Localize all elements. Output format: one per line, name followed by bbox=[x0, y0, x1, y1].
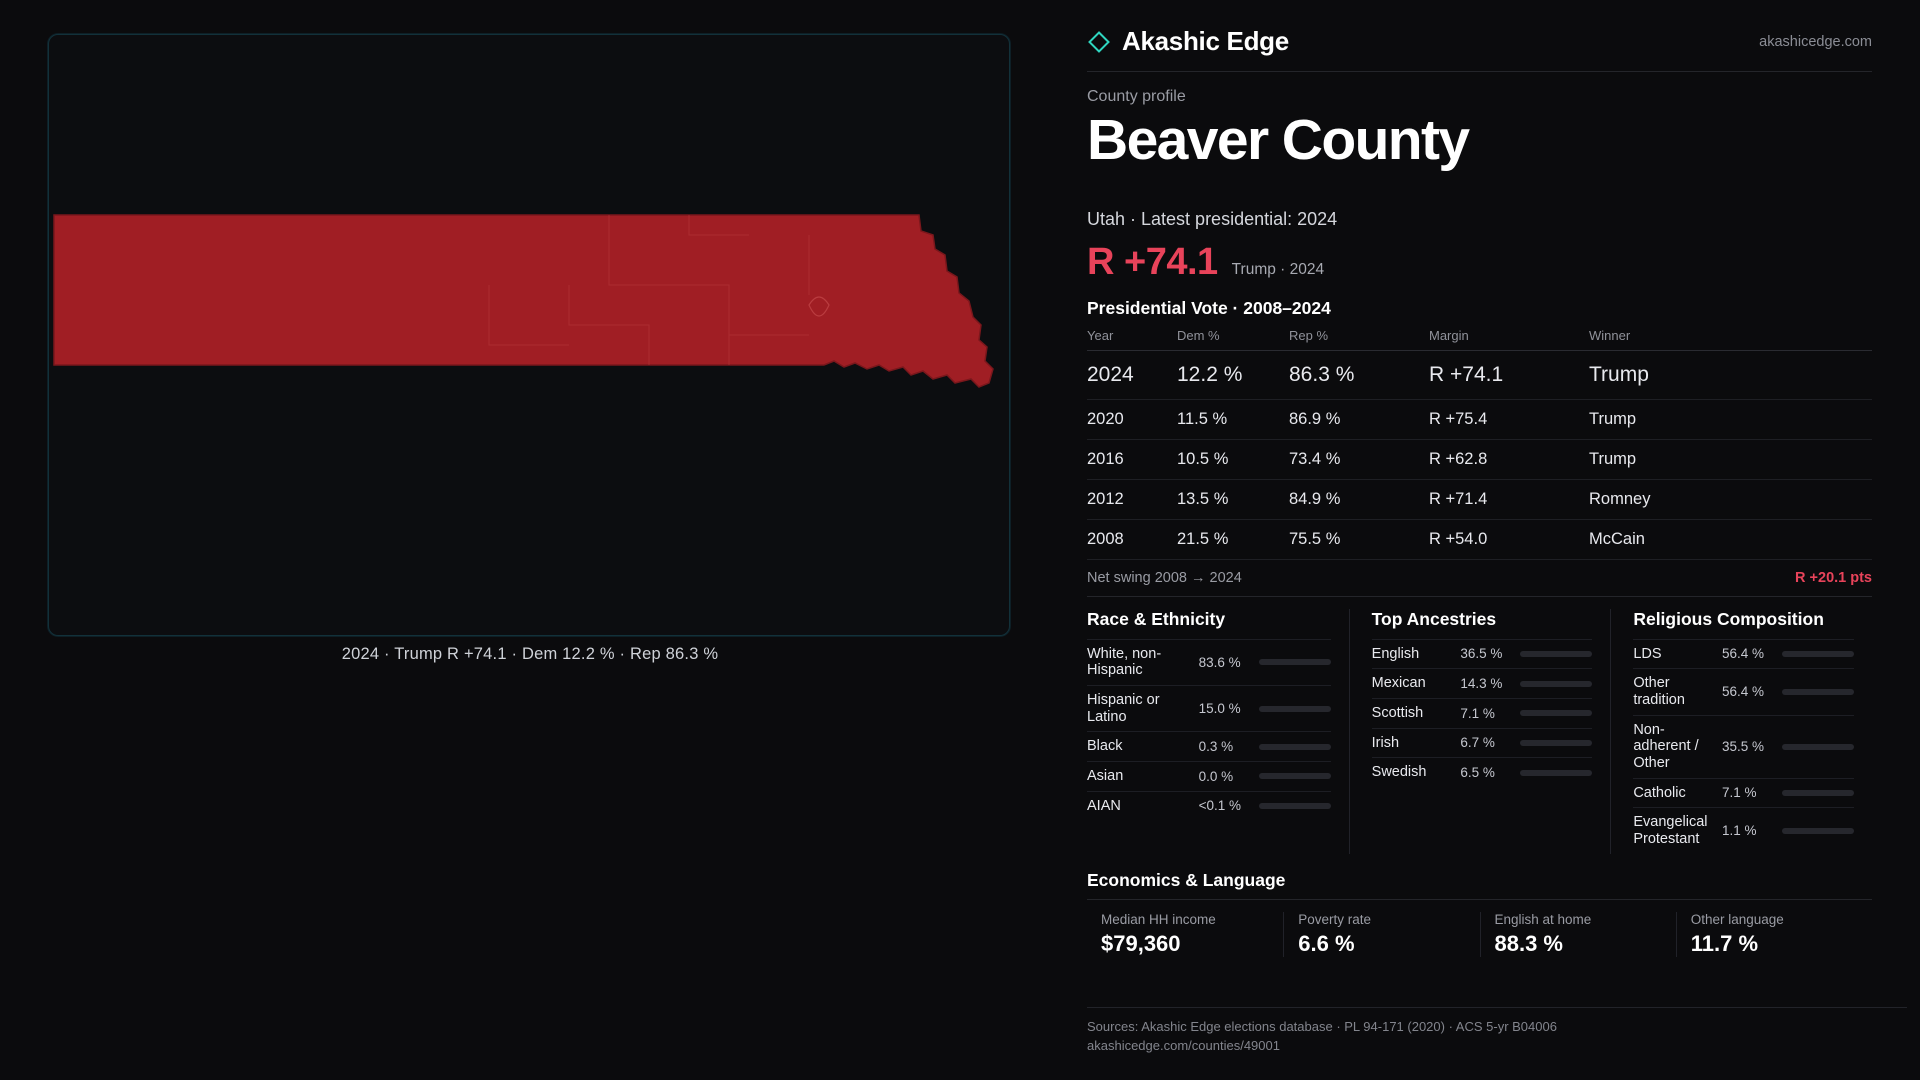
religion-value: 56.4 % bbox=[1721, 646, 1765, 662]
ancestry-bar bbox=[1520, 651, 1592, 657]
list-item bbox=[1087, 639, 1331, 685]
cell-dem: 13.5 % bbox=[1177, 479, 1289, 519]
religion-value: 1.1 % bbox=[1721, 823, 1757, 839]
page-subtitle: Utah · Latest presidential: 2024 bbox=[1087, 208, 1338, 229]
county-shape bbox=[54, 215, 993, 387]
list-item bbox=[1087, 685, 1331, 731]
race-bar bbox=[1259, 773, 1331, 779]
stat-label: Poverty rate bbox=[1298, 911, 1372, 927]
stat-label: Median HH income bbox=[1101, 911, 1216, 927]
cell-winner: Trump bbox=[1589, 350, 1872, 399]
stat-value: 11.7 % bbox=[1690, 930, 1759, 956]
vote-section-title: Presidential Vote · 2008–2024 bbox=[1087, 297, 1331, 318]
cell-rep: 75.5 % bbox=[1289, 519, 1429, 559]
brand-left bbox=[1087, 26, 1289, 57]
cell-rep: 86.3 % bbox=[1289, 350, 1429, 399]
info-panel bbox=[1043, 0, 1920, 1080]
religion-value: 35.5 % bbox=[1721, 739, 1765, 755]
ancestry-label: Scottish bbox=[1371, 704, 1424, 721]
stat-card bbox=[1087, 912, 1283, 957]
religion-value: 7.1 % bbox=[1721, 785, 1757, 801]
county-map-frame[interactable] bbox=[48, 34, 1010, 636]
list-item bbox=[1633, 807, 1854, 853]
list-item bbox=[1633, 668, 1854, 714]
cell-dem: 11.5 % bbox=[1177, 399, 1289, 439]
cell-year: 2008 bbox=[1087, 519, 1177, 559]
ancestry-bar bbox=[1520, 681, 1592, 687]
ancestry-value: 36.5 % bbox=[1460, 646, 1503, 662]
race-label: Black bbox=[1087, 738, 1123, 755]
stat-card bbox=[1283, 912, 1479, 957]
cell-winner: Trump bbox=[1589, 439, 1872, 479]
cell-winner: Trump bbox=[1589, 399, 1872, 439]
margin-value: R +74.1 bbox=[1087, 240, 1218, 283]
cell-winner: Romney bbox=[1589, 479, 1872, 519]
stat-label: Other language bbox=[1690, 911, 1784, 927]
cell-year: 2024 bbox=[1087, 350, 1177, 399]
cell-year: 2012 bbox=[1087, 479, 1177, 519]
economics-title: Economics & Language bbox=[1087, 869, 1286, 890]
religion-title: Religious Composition bbox=[1633, 608, 1824, 629]
county-map-svg[interactable] bbox=[49, 35, 1009, 635]
religion-label: Other tradition bbox=[1633, 675, 1685, 708]
race-label: White, non-Hispanic bbox=[1087, 645, 1162, 679]
cell-margin: R +75.4 bbox=[1429, 399, 1589, 439]
cell-year: 2016 bbox=[1087, 439, 1177, 479]
net-swing-row bbox=[1087, 570, 1872, 597]
list-item bbox=[1372, 728, 1593, 758]
table-header-row bbox=[1087, 328, 1872, 351]
religion-label: Catholic bbox=[1633, 784, 1686, 801]
religion-bar bbox=[1782, 689, 1854, 695]
cell-dem: 10.5 % bbox=[1177, 439, 1289, 479]
race-value: 0.3 % bbox=[1198, 739, 1234, 755]
diamond-outline-icon bbox=[1087, 30, 1111, 54]
race-label: Hispanic or Latino bbox=[1087, 691, 1160, 725]
cell-dem: 12.2 % bbox=[1177, 350, 1289, 399]
cell-rep: 86.9 % bbox=[1289, 399, 1429, 439]
list-item bbox=[1372, 668, 1593, 698]
net-swing-value: R +20.1 pts bbox=[1795, 569, 1872, 586]
list-item bbox=[1633, 639, 1854, 669]
brand-row bbox=[1087, 26, 1872, 72]
race-value: 83.6 % bbox=[1198, 654, 1241, 670]
cell-winner: McCain bbox=[1589, 519, 1872, 559]
race-column bbox=[1087, 609, 1349, 854]
cell-rep: 73.4 % bbox=[1289, 439, 1429, 479]
cell-margin: R +71.4 bbox=[1429, 479, 1589, 519]
list-item bbox=[1087, 791, 1331, 821]
county-shape-group bbox=[54, 215, 993, 387]
headline-margin bbox=[1087, 241, 1872, 284]
cell-dem: 21.5 % bbox=[1177, 519, 1289, 559]
ancestry-label: Swedish bbox=[1371, 764, 1427, 781]
ancestry-value: 14.3 % bbox=[1460, 676, 1503, 692]
ancestry-label: Irish bbox=[1371, 734, 1400, 751]
religion-bar bbox=[1782, 651, 1854, 657]
religion-label: LDS bbox=[1633, 645, 1662, 662]
stat-value: $79,360 bbox=[1101, 930, 1181, 956]
list-item bbox=[1372, 639, 1593, 669]
race-label: Asian bbox=[1087, 767, 1124, 784]
ancestry-label: Mexican bbox=[1371, 675, 1426, 692]
economics-grid bbox=[1087, 899, 1872, 957]
col-winner: Winner bbox=[1589, 328, 1872, 351]
race-label: AIAN bbox=[1087, 797, 1121, 814]
footer bbox=[1087, 1007, 1907, 1056]
table-row[interactable] bbox=[1087, 350, 1872, 399]
ancestry-title: Top Ancestries bbox=[1371, 608, 1497, 629]
race-title: Race & Ethnicity bbox=[1087, 608, 1226, 629]
race-value: 0.0 % bbox=[1198, 768, 1234, 784]
ancestry-column bbox=[1349, 609, 1611, 854]
list-item bbox=[1633, 715, 1854, 778]
cell-margin: R +54.0 bbox=[1429, 519, 1589, 559]
page-title: Beaver County bbox=[1087, 108, 1469, 172]
stat-card bbox=[1480, 912, 1676, 957]
race-bar bbox=[1259, 659, 1331, 665]
ancestry-value: 6.7 % bbox=[1460, 735, 1495, 751]
race-bar bbox=[1259, 706, 1331, 712]
ancestry-bar bbox=[1520, 710, 1592, 716]
col-margin: Margin bbox=[1429, 328, 1589, 351]
religion-bar bbox=[1782, 744, 1854, 750]
ancestry-bar bbox=[1520, 740, 1592, 746]
stat-value: 6.6 % bbox=[1298, 930, 1355, 956]
religion-bar bbox=[1782, 828, 1854, 834]
ancestry-value: 6.5 % bbox=[1460, 765, 1495, 781]
list-item bbox=[1372, 757, 1593, 787]
religion-label: Non-adherent / Other bbox=[1633, 721, 1699, 771]
presidential-vote-table bbox=[1087, 328, 1872, 560]
stat-card bbox=[1676, 912, 1872, 957]
map-caption: 2024 · Trump R +74.1 · Dem 12.2 % · Rep 86.3 % bbox=[341, 645, 719, 663]
demographics-grid bbox=[1087, 609, 1872, 854]
stat-value: 88.3 % bbox=[1494, 930, 1563, 956]
list-item bbox=[1633, 778, 1854, 808]
ancestry-label: English bbox=[1371, 645, 1420, 662]
race-bar bbox=[1259, 803, 1331, 809]
col-year: Year bbox=[1087, 328, 1177, 351]
table-row[interactable] bbox=[1087, 519, 1872, 559]
race-value: 15.0 % bbox=[1198, 701, 1241, 717]
footer-url[interactable]: akashicedge.com/counties/49001 bbox=[1087, 1038, 1280, 1054]
net-swing-label: Net swing 2008 → 2024 bbox=[1087, 569, 1242, 586]
religion-bar bbox=[1782, 790, 1854, 796]
table-row[interactable] bbox=[1087, 439, 1872, 479]
religion-value: 56.4 % bbox=[1721, 684, 1765, 700]
race-value: <0.1 % bbox=[1198, 798, 1242, 814]
footer-sources: Sources: Akashic Edge elections database · PL 94-171 (2020) · ACS 5-yr B04006 bbox=[1087, 1019, 1557, 1035]
table-row[interactable] bbox=[1087, 479, 1872, 519]
race-bar bbox=[1259, 744, 1331, 750]
cell-margin: R +74.1 bbox=[1429, 350, 1589, 399]
margin-note: Trump · 2024 bbox=[1231, 260, 1325, 278]
stat-label: English at home bbox=[1494, 911, 1592, 927]
ancestry-value: 7.1 % bbox=[1460, 705, 1495, 721]
page-kicker: County profile bbox=[1087, 88, 1186, 105]
col-dem: Dem % bbox=[1177, 328, 1289, 351]
list-item bbox=[1087, 761, 1331, 791]
list-item bbox=[1372, 698, 1593, 728]
list-item bbox=[1087, 731, 1331, 761]
ancestry-bar bbox=[1520, 770, 1592, 776]
brand-name: Akashic Edge bbox=[1122, 26, 1289, 56]
col-rep: Rep % bbox=[1289, 328, 1429, 351]
religion-label: Evangelical Protestant bbox=[1633, 814, 1708, 847]
brand-site[interactable]: akashicedge.com bbox=[1759, 33, 1872, 50]
cell-margin: R +62.8 bbox=[1429, 439, 1589, 479]
cell-rep: 84.9 % bbox=[1289, 479, 1429, 519]
table-row[interactable] bbox=[1087, 399, 1872, 439]
cell-year: 2020 bbox=[1087, 399, 1177, 439]
religion-column bbox=[1610, 609, 1872, 854]
